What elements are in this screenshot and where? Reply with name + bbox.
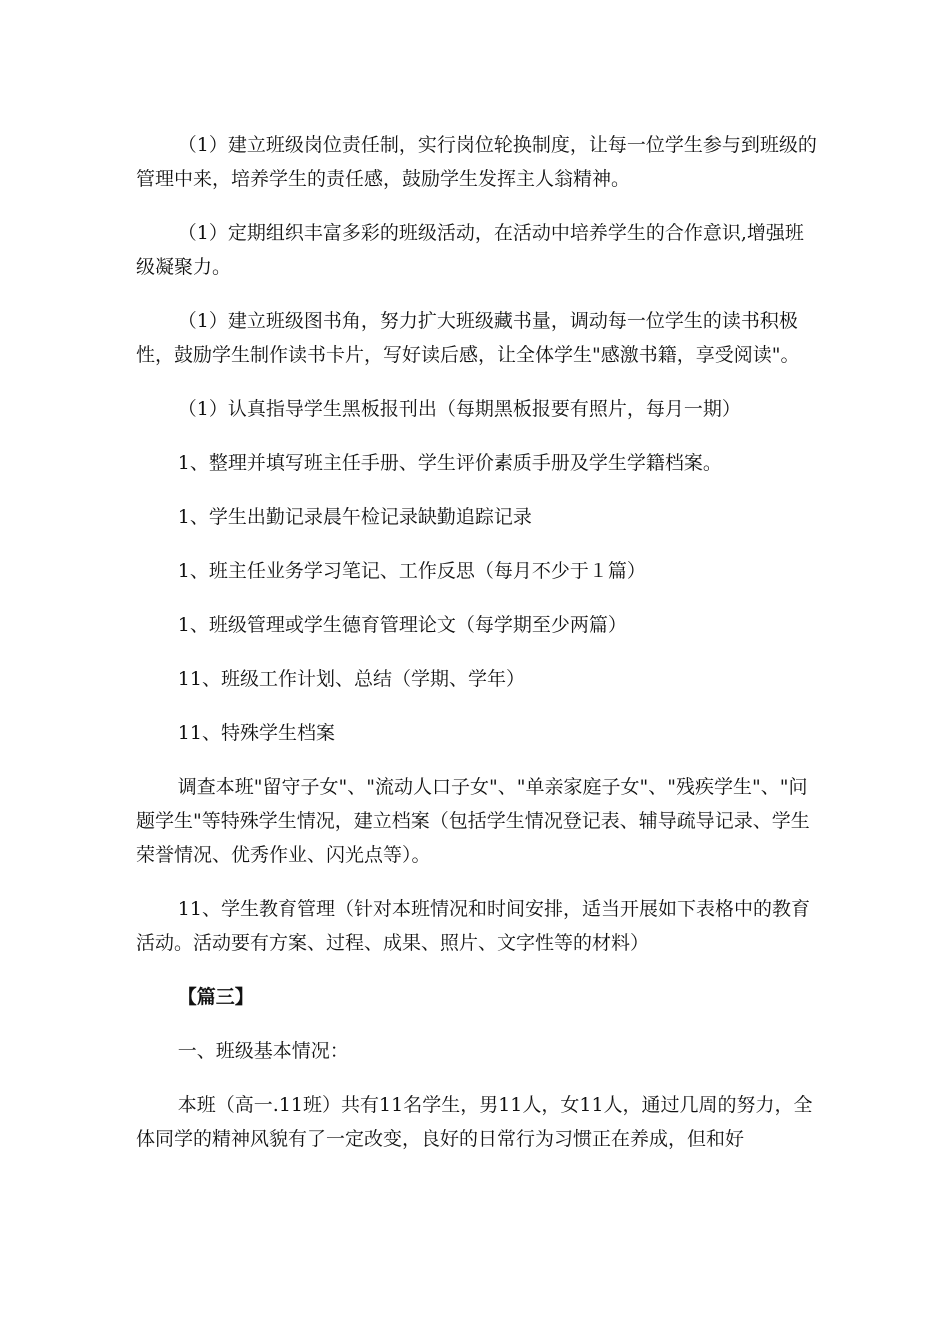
paragraph-blackboard: （1）认真指导学生黑板报刊出（每期黑板报要有照片，每月一期） [177, 398, 741, 420]
paragraph-work-plan: 11、班级工作计划、总结（学期、学年） [177, 668, 525, 690]
paragraph-class-basics-title: 一、班级基本情况： [177, 1040, 349, 1062]
paragraph-special-survey: 调查本班"留守子女"、"流动人口子女"、"单亲家庭子女"、"残疾学生"、"问题学生"等特殊学生情况，建立档案（包括学生情况登记表、辅导疏导记录、学生荣誉情况、优秀作业、闪光点等）。 [136, 776, 810, 866]
paragraph-thesis: 1、班级管理或学生德育管理论文（每学期至少两篇） [177, 614, 627, 636]
paragraph-education-management: 11、学生教育管理（针对本班情况和时间安排，适当开展如下表格中的教育活动。活动要有方案、过程、成果、照片、文字性等的材料） [136, 898, 810, 954]
paragraph-class-activities: （1）定期组织丰富多彩的班级活动，在活动中培养学生的合作意识,增强班级凝聚力。 [136, 222, 804, 278]
paragraph-book-corner: （1）建立班级图书角，努力扩大班级藏书量，调动每一位学生的读书积极性，鼓励学生制作读书卡片，写好读后感，让全体学生"感激书籍，享受阅读"。 [136, 310, 800, 366]
paragraph-class-basics: 本班（高一.11班）共有11名学生，男11人，女11人，通过几周的努力，全体同学的精神风貌有了一定改变，良好的日常行为习惯正在养成，但和好 [136, 1094, 813, 1150]
paragraph-job-responsibility: （1）建立班级岗位责任制，实行岗位轮换制度，让每一位学生参与到班级的管理中来，培养学生的责任感，鼓励学生发挥主人翁精神。 [136, 134, 817, 190]
section-heading: 【篇三】 [177, 986, 254, 1008]
paragraph-attendance: 1、学生出勤记录晨午检记录缺勤追踪记录 [177, 506, 532, 528]
paragraph-special-files: 11、特殊学生档案 [177, 722, 335, 744]
document-body [136, 128, 818, 1176]
paragraph-handbook: 1、整理并填写班主任手册、学生评价素质手册及学生学籍档案。 [177, 452, 722, 474]
paragraph-study-notes: 1、班主任业务学习笔记、工作反思（每月不少于１篇） [177, 560, 646, 582]
